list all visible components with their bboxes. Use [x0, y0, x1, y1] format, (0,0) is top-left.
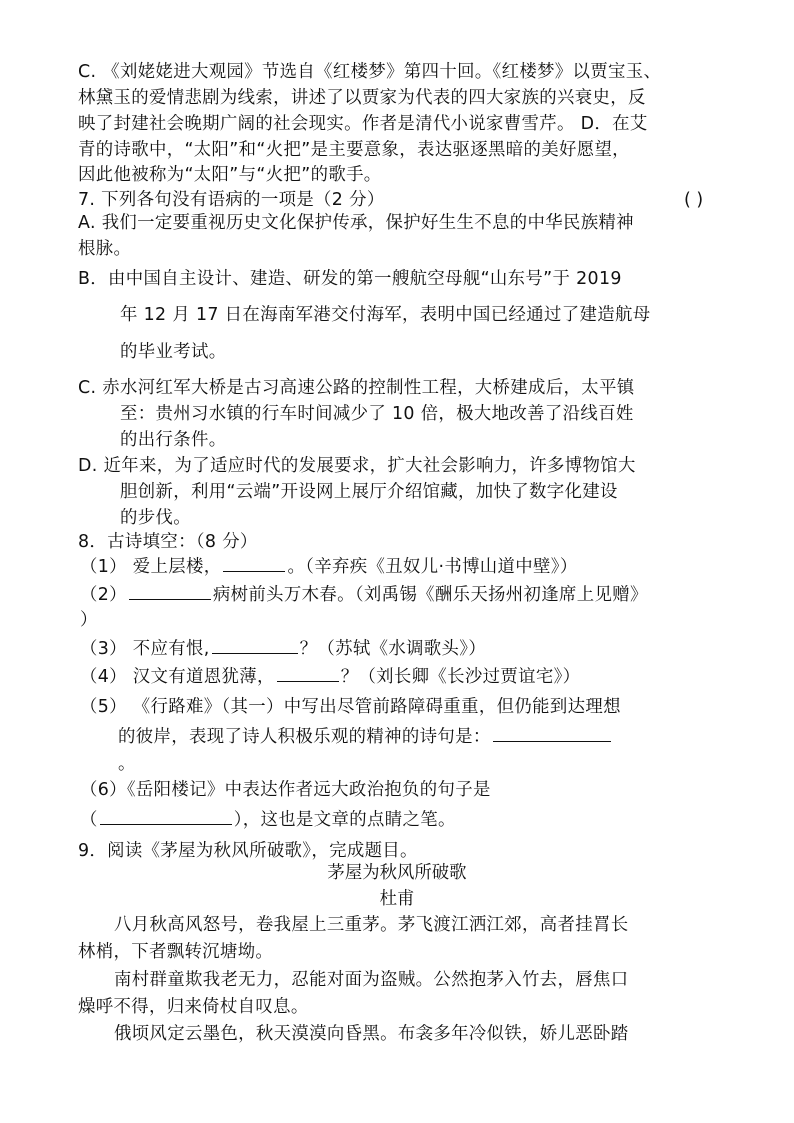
q8-item-2-blank[interactable] — [129, 583, 211, 600]
q8-item-1-blank[interactable] — [223, 555, 285, 572]
q8-item-5-end-mark: 。 — [118, 754, 136, 774]
q8-item-3 — [80, 637, 486, 661]
q8-item-2-closing-paren: ） — [80, 610, 98, 630]
q7-option-b-line-3: 的毕业考试。 — [120, 342, 227, 362]
q7-option-a-line-1: A. 我们一定要重视历史文化保护传承，保护好生生不息的中华民族精神 — [78, 213, 634, 233]
question-8-stem: 8．古诗填空：（8 分） — [78, 532, 258, 552]
q8-item-6-line-1: （6）《岳阳楼记》中表达作者远大政治抱负的句子是 — [80, 780, 491, 800]
q8-item-6-tail: ），这也是文章的点睛之笔。 — [233, 810, 456, 830]
q8-item-4-prompt: （4） 汉文有道恩犹薄， — [80, 667, 275, 687]
q8-item-4-source: ？（刘长卿《长沙过贾谊宅》） — [340, 667, 581, 687]
option-c-literature-line-1: C. 《刘姥姥进大观园》节选自《红楼梦》第四十回。《红楼梦》以贾宝玉、 — [78, 62, 662, 82]
q8-item-3-blank[interactable] — [212, 637, 298, 654]
q7-option-c-line-2: 至：贵州习水镇的行车时间减少了 10 倍，极大地改善了沿线百姓 — [120, 404, 634, 424]
q8-item-3-source: ？（苏轼《水调歌头》） — [299, 639, 487, 659]
q8-item-2 — [80, 583, 648, 607]
q8-item-5-line-2 — [118, 725, 613, 749]
q8-item-5-blank[interactable] — [493, 725, 611, 742]
q8-item-1-source: 。（辛弃疾《丑奴儿·书博山道中壁》） — [287, 557, 578, 577]
q8-item-5-line-1: （5） 《行路难》（其一）中写出尽管前路障碍重重，但仍能到达理想 — [80, 697, 621, 717]
q8-item-6-open-paren: （ — [80, 810, 98, 830]
q7-option-b-line-2: 年 12 月 17 日在海南军港交付海军，表明中国已经通过了建造航母 — [120, 305, 651, 325]
q8-item-1-prompt: （1） 爱上层楼， — [80, 557, 222, 577]
q8-item-3-prompt: （3） 不应有恨, — [80, 639, 210, 659]
poem-stanza-1-line-2: 林梢，下者飘转沉塘坳。 — [78, 942, 274, 962]
q7-option-c-line-3: 的出行条件。 — [120, 430, 227, 450]
poem-author: 杜甫 — [379, 889, 415, 909]
q8-item-1 — [80, 555, 578, 579]
q8-item-6-line-2 — [80, 808, 456, 832]
poem-title: 茅屋为秋风所破歌 — [327, 863, 467, 883]
q8-item-6-blank[interactable] — [100, 808, 232, 825]
q8-item-5-prompt: 的彼岸，表现了诗人积极乐观的精神的诗句是： — [118, 727, 491, 747]
q7-option-d-line-3: 的步伐。 — [120, 508, 191, 528]
q8-item-2-source: 病树前头万木春。（刘禹锡《酬乐天扬州初逢席上见赠》 — [212, 585, 648, 605]
poem-stanza-2-line-2: 燥呼不得，归来倚杖自叹息。 — [78, 997, 309, 1017]
poem-stanza-2-line-1: 南村群童欺我老无力，忍能对面为盗贼。公然抱茅入竹去，唇焦口 — [114, 970, 629, 990]
option-c-literature-line-2: 林黛玉的爱情悲剧为线索，讲述了以贾家为代表的四大家族的兴衰史，反 — [78, 88, 646, 108]
option-c-literature-line-3: 映了封建社会晚期广阔的社会现实。作者是清代小说家曹雪芹。 D．在艾 — [78, 114, 648, 134]
q7-option-b-line-1: B．由中国自主设计、建造、研发的第一艘航空母舰“山东号”于 2019 — [78, 269, 622, 289]
q8-item-4-blank[interactable] — [277, 665, 339, 682]
option-d-literature-line-1: 青的诗歌中，“太阳”和“火把”是主要意象，表达驱逐黑暗的美好愿望， — [78, 140, 630, 160]
question-9-stem: 9．阅读《茅屋为秋风所破歌》，完成题目。 — [78, 841, 418, 861]
question-7-stem: 7. 下列各句没有语病的一项是（2 分） — [78, 190, 385, 210]
q7-option-d-line-1: D. 近年来，为了适应时代的发展要求，扩大社会影响力，许多博物馆大 — [78, 456, 636, 476]
poem-stanza-1-line-1: 八月秋高风怒号，卷我屋上三重茅。茅飞渡江洒江郊，高者挂罥长 — [114, 915, 629, 935]
question-7-answer-paren: ( ) — [684, 190, 704, 210]
option-d-literature-line-2: 因此他被称为“太阳”与“火把”的歌手。 — [78, 165, 382, 185]
q7-option-c-line-1: C. 赤水河红军大桥是古习高速公路的控制性工程，大桥建成后，太平镇 — [78, 378, 635, 398]
q7-option-d-line-2: 胆创新，利用“云端”开设网上展厅介绍馆藏，加快了数字化建设 — [120, 482, 618, 502]
q8-item-2-number: （2） — [80, 585, 127, 605]
poem-stanza-3-line-1: 俄顷风定云墨色，秋天漠漠向昏黑。布衾多年冷似铁，娇儿恶卧踏 — [114, 1024, 629, 1044]
q8-item-4 — [80, 665, 580, 689]
q7-option-a-line-2: 根脉。 — [78, 239, 132, 259]
